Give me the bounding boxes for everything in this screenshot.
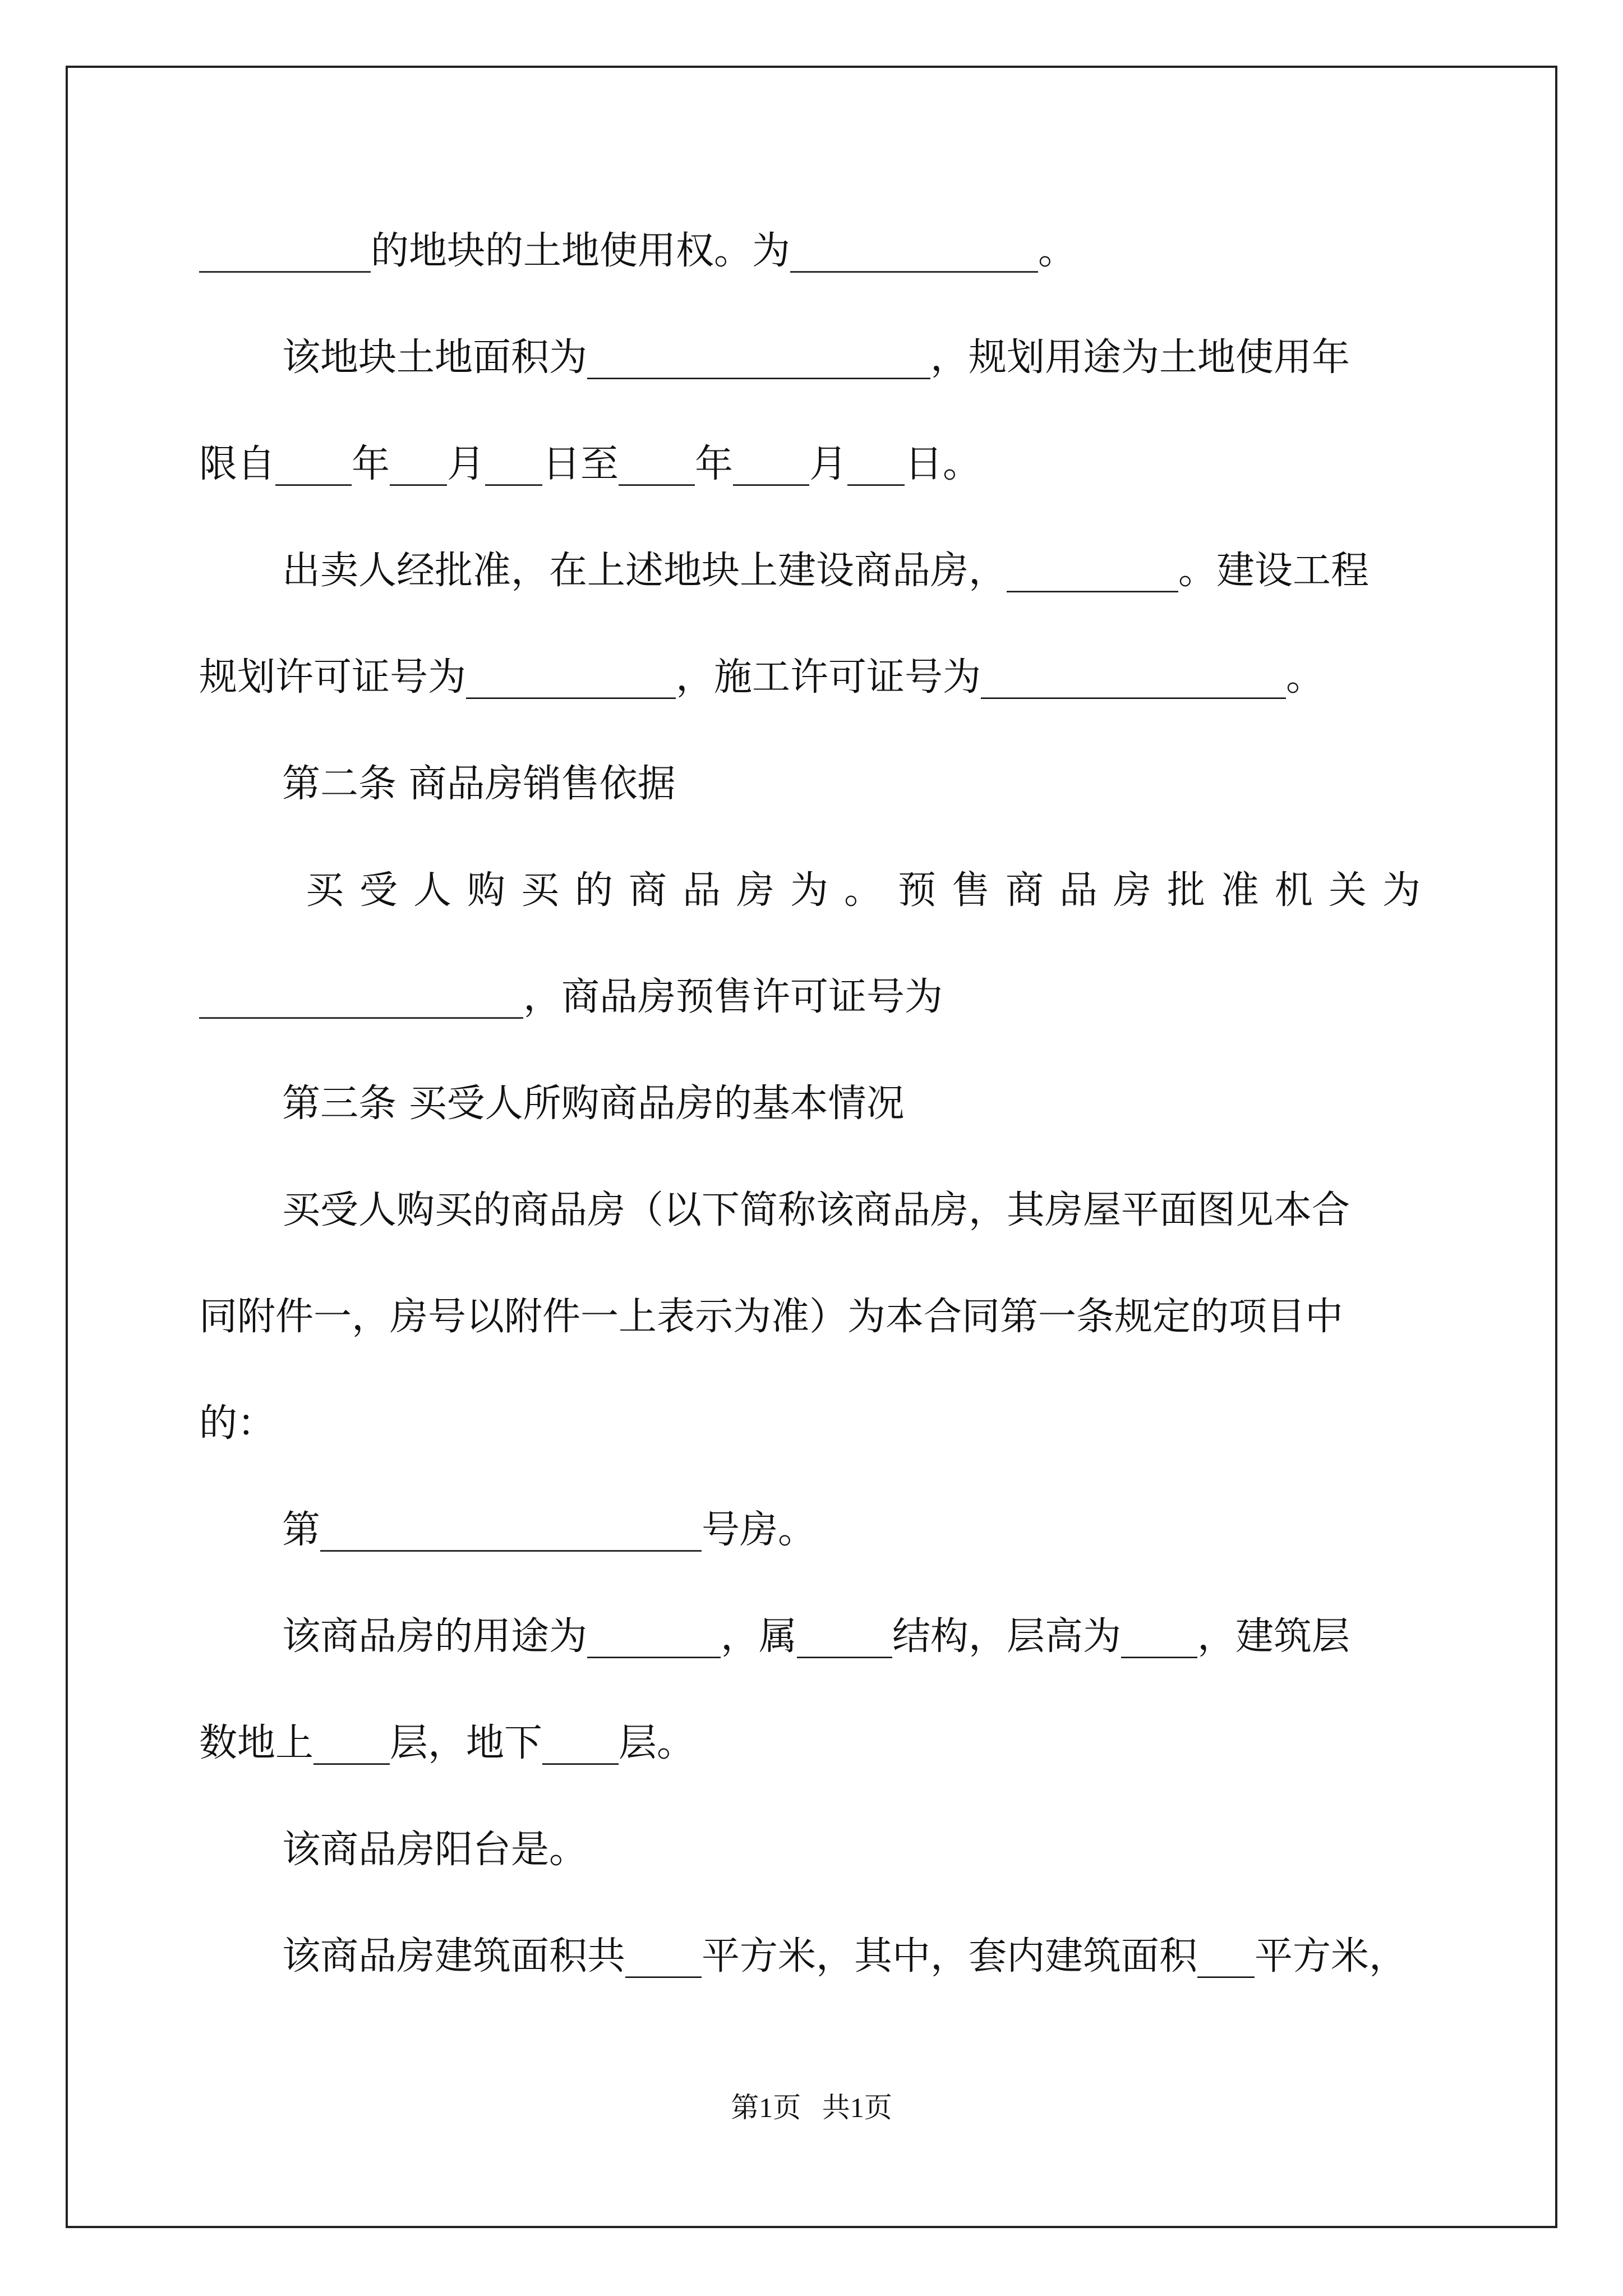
text-line: 买受人购买的商品房为。预售商品房批准机关为 <box>306 868 1437 913</box>
text-line: 该商品房的用途为_______，属_____结构，层高为____，建筑层 <box>282 1614 1350 1659</box>
text-line: 出卖人经批准，在上述地块上建设商品房，_________。建设工程 <box>282 549 1370 593</box>
text-line: 的： <box>199 1401 276 1446</box>
text-line: 该商品房阳台是。 <box>282 1828 588 1872</box>
text-line: 第____________________号房。 <box>282 1508 817 1552</box>
text-line: 该商品房建筑面积共____平方米，其中，套内建筑面积___平方米， <box>282 1934 1408 1978</box>
text-line: 同附件一，房号以附件一上表示为准）为本合同第一条规定的项目中 <box>199 1295 1344 1339</box>
section-heading: 第三条 买受人所购商品房的基本情况 <box>282 1082 905 1126</box>
text-line: _________________，商品房预售许可证号为 <box>199 975 943 1019</box>
text-line: 该地块土地面积为__________________，规划用途为土地使用年 <box>282 335 1350 380</box>
text-line: 规划许可证号为___________，施工许可证号为________________。 <box>199 655 1325 700</box>
section-heading: 第二条 商品房销售依据 <box>282 762 676 806</box>
page-number-footer: 第1页 共1页 <box>731 2092 892 2123</box>
text-line: 买受人购买的商品房（以下简称该商品房，其房屋平面图见本合 <box>282 1188 1350 1232</box>
text-line: 数地上____层，地下____层。 <box>199 1721 695 1765</box>
text-line: 限自____年___月___日至____年____月___日。 <box>199 442 981 486</box>
text-line: _________的地块的土地使用权。为_____________。 <box>199 229 1077 273</box>
page-border <box>66 66 1557 2228</box>
